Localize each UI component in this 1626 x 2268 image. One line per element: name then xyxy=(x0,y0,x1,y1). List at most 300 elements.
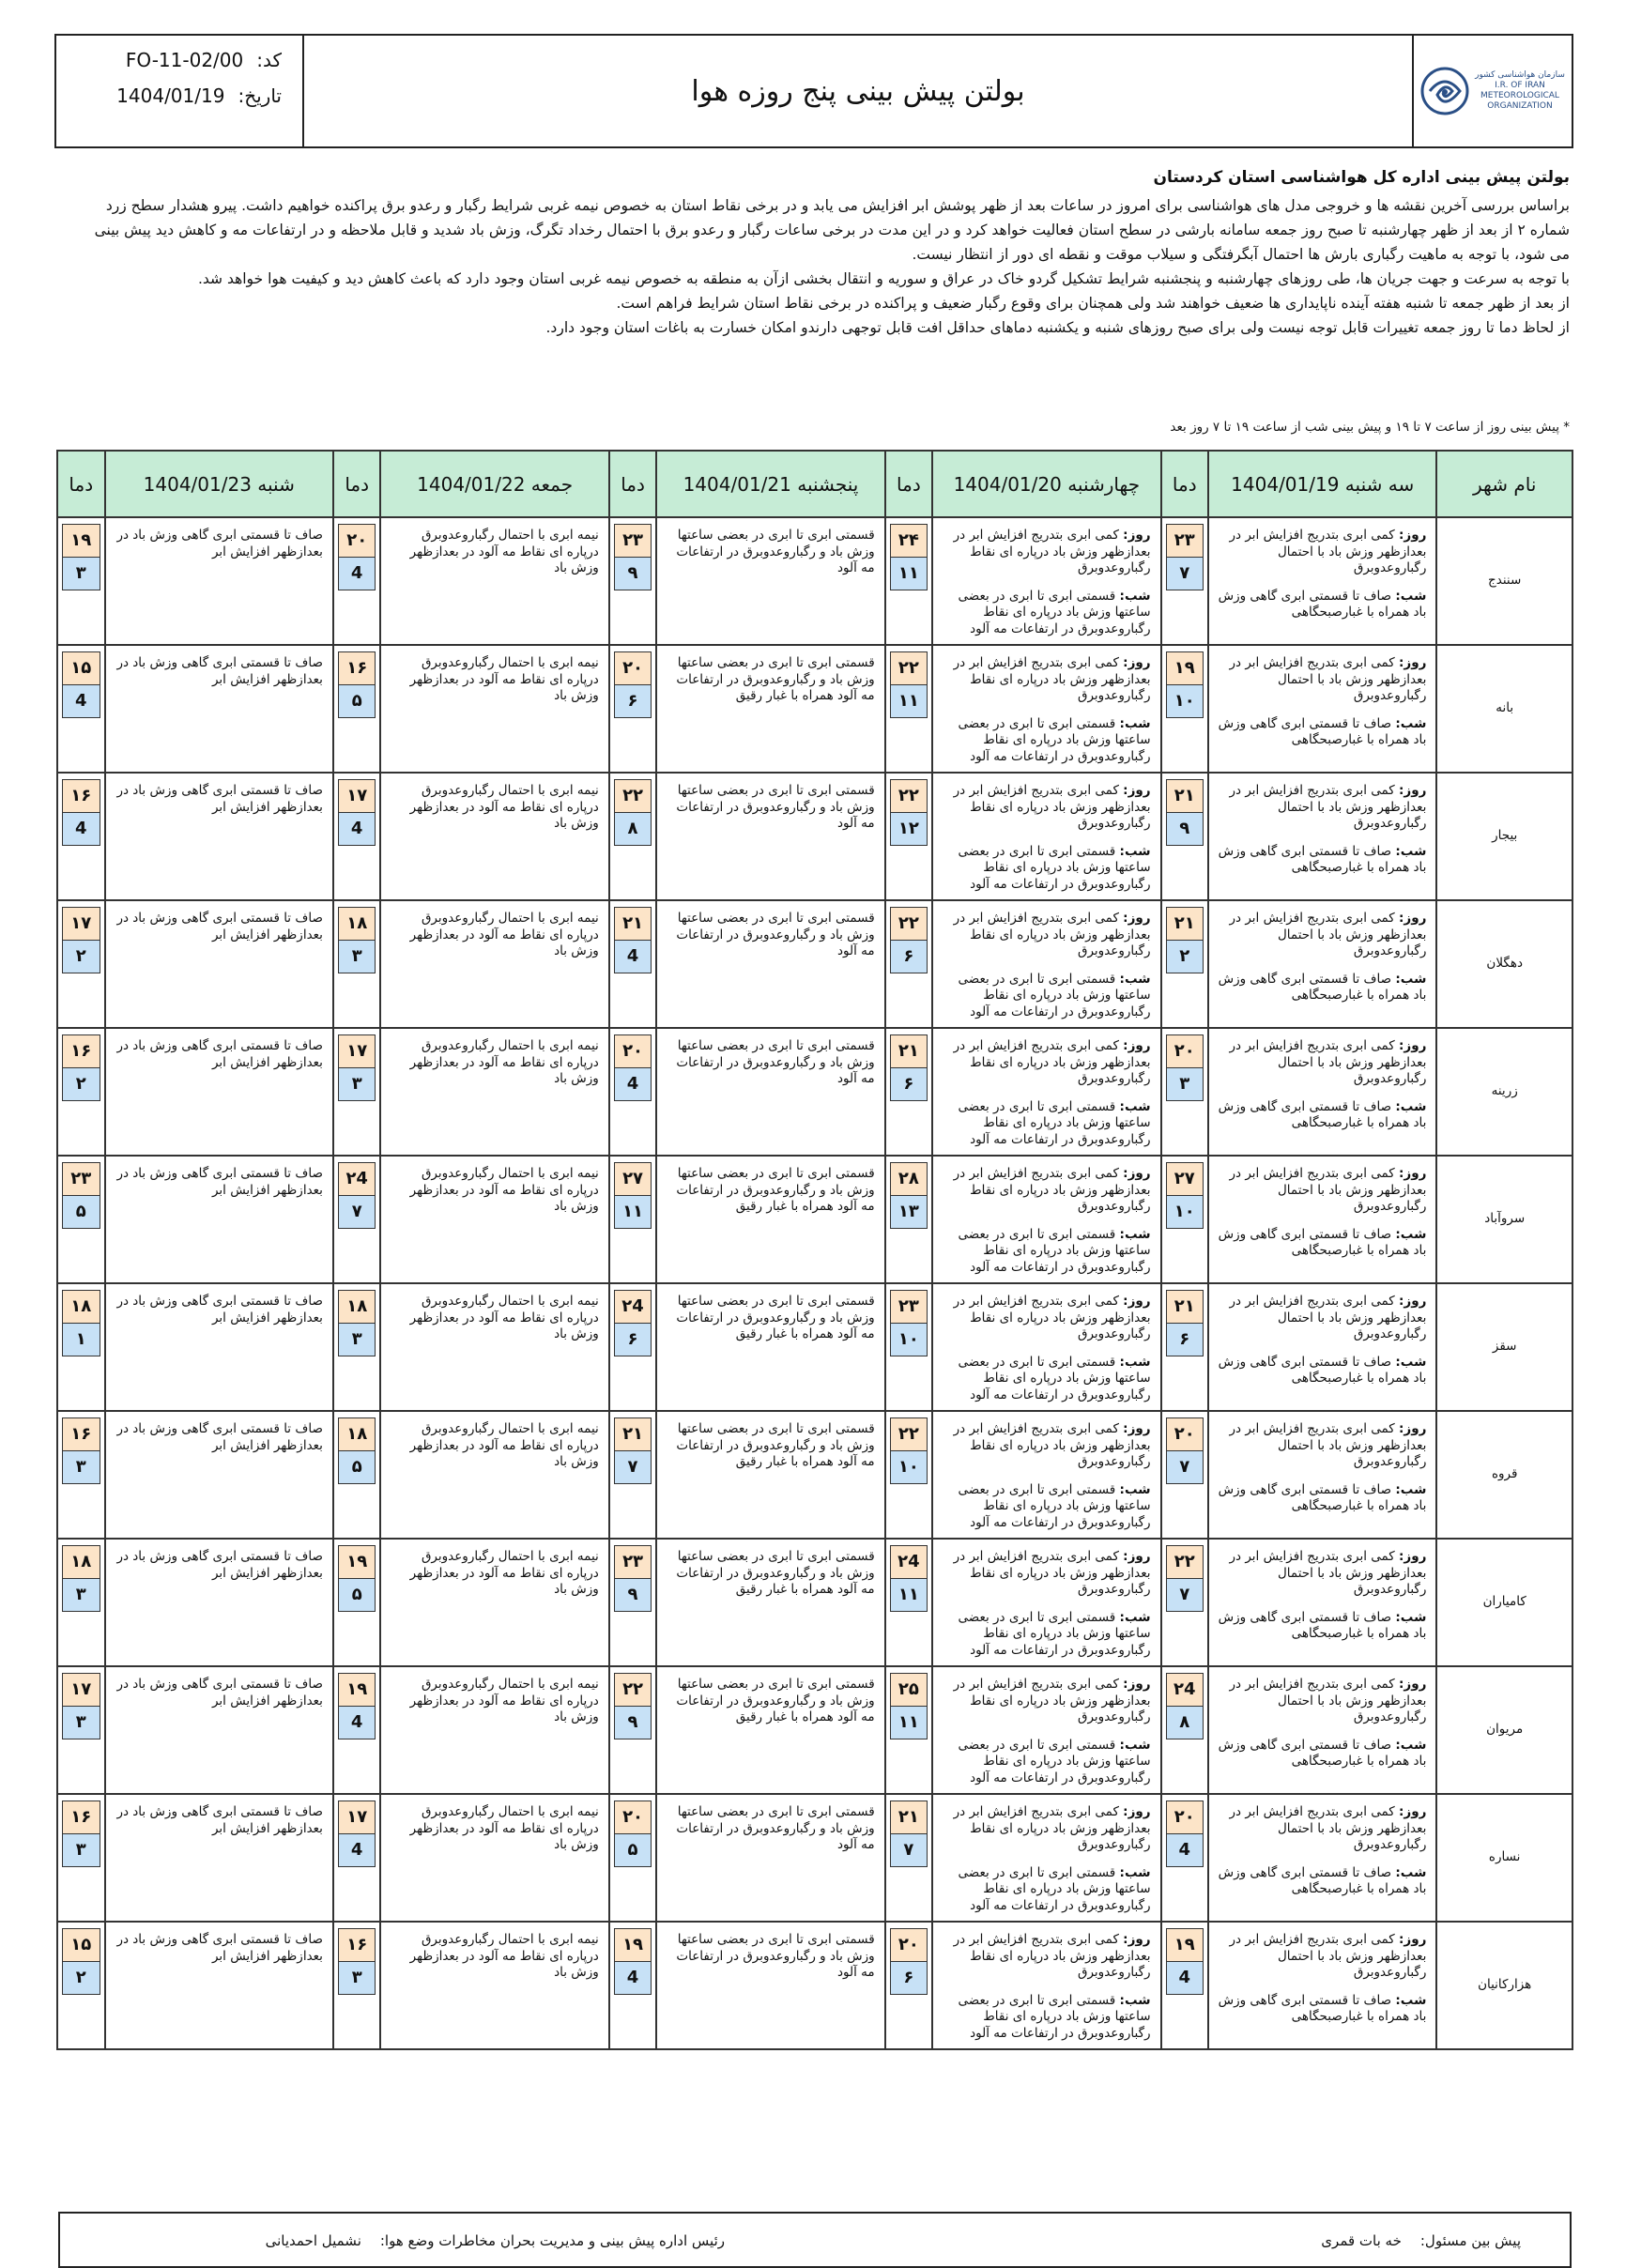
day5-temp xyxy=(57,773,105,900)
forecast-text: نیمه ابری با احتمال رگباروعدوبرق درپاره ای نقاط مه آلود در بعدازظهر وزش باد xyxy=(409,911,599,958)
night-label: شب: xyxy=(1119,1864,1151,1880)
day1-forecast xyxy=(1208,1922,1436,2049)
day2-temp xyxy=(885,1283,933,1411)
day-forecast-text: کمی ابری بتدریج افزایش ابر در بعدازظهر وزش باد با احتمال رگباروعدوبرق xyxy=(1229,528,1427,575)
day-forecast xyxy=(1215,1166,1426,1216)
city-name: قروه xyxy=(1436,1411,1572,1539)
table-row xyxy=(57,1156,1572,1283)
day3-temp xyxy=(609,773,657,900)
night-forecast xyxy=(939,844,1150,894)
day5-temp xyxy=(57,1539,105,1666)
max-temp: ۲۰ xyxy=(1166,1801,1204,1834)
day-label: روز: xyxy=(1123,1677,1151,1692)
day1-temp xyxy=(1161,773,1209,900)
day3-forecast xyxy=(656,1156,884,1283)
max-temp: ۲۰ xyxy=(1166,1034,1204,1068)
night-forecast xyxy=(939,1482,1150,1532)
day4-forecast xyxy=(380,1922,608,2049)
day-label: روز: xyxy=(1399,1421,1427,1436)
day4-temp xyxy=(333,645,381,773)
min-temp: 4 xyxy=(338,1834,376,1867)
day1-forecast xyxy=(1208,1411,1436,1539)
day5-temp xyxy=(57,900,105,1028)
forecast-text: نیمه ابری با احتمال رگباروعدوبرق درپاره ای نقاط مه آلود در بعدازظهر وزش باد xyxy=(409,1549,599,1597)
forecast-text: نیمه ابری با احتمال رگباروعدوبرق درپاره ای نقاط مه آلود در بعدازظهر وزش باد xyxy=(409,528,599,575)
day-forecast-text: کمی ابری بتدریج افزایش ابر در بعدازظهر وزش باد با احتمال رگباروعدوبرق xyxy=(1229,783,1427,831)
forecast-text: قسمتی ابری تا ابری در بعضی ساعتها وزش باد و رگباروعدوبرق در ارتفاعات مه آلود همراه با غبار رقیق xyxy=(676,1549,875,1597)
night-forecast xyxy=(1215,1610,1426,1643)
table-row xyxy=(57,1666,1572,1794)
day4-temp xyxy=(333,1666,381,1794)
day5-temp xyxy=(57,1794,105,1922)
forecast-text: قسمتی ابری تا ابری در بعضی ساعتها وزش باد و رگباروعدوبرق در ارتفاعات مه آلود xyxy=(676,1804,875,1852)
min-temp: ۵ xyxy=(338,1579,376,1612)
min-temp: 4 xyxy=(338,1707,376,1739)
min-temp: ۹ xyxy=(614,1707,652,1739)
night-forecast-text: صاف تا قسمتی ابری گاهی وزش باد همراه با غبارصبحگاهی xyxy=(1218,1992,1427,2024)
day-forecast xyxy=(939,1932,1150,1982)
forecast-text: صاف تا قسمتی ابری گاهی وزش باد در بعدازظهر افزایش ابر xyxy=(116,1932,323,1964)
max-temp: ۲۱ xyxy=(890,1801,928,1834)
logo-text-en1: I.R. OF IRAN xyxy=(1495,81,1545,90)
night-forecast-text: صاف تا قسمتی ابری گاهی وزش باد همراه با غبارصبحگاهی xyxy=(1218,1354,1427,1386)
max-temp: ۲۳ xyxy=(890,1290,928,1324)
day3-forecast xyxy=(656,1028,884,1156)
day1-forecast xyxy=(1208,1539,1436,1666)
min-temp: ۳ xyxy=(62,1579,100,1612)
min-temp: ۷ xyxy=(1166,558,1204,590)
forecast-table-body xyxy=(57,517,1572,2049)
max-temp: ۱۶ xyxy=(62,779,100,813)
day-label: روز: xyxy=(1123,1166,1151,1181)
max-temp: ۱۸ xyxy=(338,1418,376,1451)
min-temp: ۲ xyxy=(62,941,100,973)
night-forecast xyxy=(1215,1993,1426,2026)
min-temp: 4 xyxy=(614,1068,652,1101)
max-temp: ۲۴ xyxy=(890,524,928,558)
night-forecast-text: صاف تا قسمتی ابری گاهی وزش باد همراه با غبارصبحگاهی xyxy=(1218,1226,1427,1258)
day2-temp xyxy=(885,1666,933,1794)
min-temp: ۸ xyxy=(1166,1707,1204,1739)
day-forecast-text: کمی ابری بتدریج افزایش ابر در بعدازظهر وزش باد با احتمال رگباروعدوبرق xyxy=(1229,1932,1427,1980)
day5-temp xyxy=(57,1156,105,1283)
day-label: روز: xyxy=(1399,911,1427,926)
max-temp: ۲۳ xyxy=(614,1545,652,1579)
max-temp: ۱۷ xyxy=(338,779,376,813)
day-forecast-text: کمی ابری بتدریج افزایش ابر در بعدازظهر وزش باد درپاره ای نقاط رگباروعدوبرق xyxy=(953,783,1151,831)
night-forecast xyxy=(939,1227,1150,1277)
day1-forecast xyxy=(1208,773,1436,900)
max-temp: ۱۷ xyxy=(338,1801,376,1834)
night-forecast xyxy=(939,1738,1150,1787)
day-label: روز: xyxy=(1399,1294,1427,1309)
forecaster-label: پیش بین مسئول: xyxy=(1419,2232,1521,2249)
city-name: زرینه xyxy=(1436,1028,1572,1156)
day-forecast-text: کمی ابری بتدریج افزایش ابر در بعدازظهر وزش باد درپاره ای نقاط رگباروعدوبرق xyxy=(953,1549,1151,1597)
forecast-text: قسمتی ابری تا ابری در بعضی ساعتها وزش باد و رگباروعدوبرق در ارتفاعات مه آلود همراه با غبار رقیق xyxy=(676,1421,875,1469)
night-label: شب: xyxy=(1395,971,1427,987)
forecast-text: صاف تا قسمتی ابری گاهی وزش باد در بعدازظهر افزایش ابر xyxy=(116,528,323,559)
max-temp: ۱۷ xyxy=(62,907,100,941)
city-name: مریوان xyxy=(1436,1666,1572,1794)
footer xyxy=(58,2212,1572,2268)
day3-forecast xyxy=(656,1411,884,1539)
max-temp: ۲۰ xyxy=(1166,1418,1204,1451)
night-label: شب: xyxy=(1119,1992,1151,2008)
col-header-day3: پنجشنبه 1404/01/21 xyxy=(656,451,884,517)
day-forecast xyxy=(1215,1038,1426,1088)
table-row xyxy=(57,1922,1572,2049)
forecast-text: نیمه ابری با احتمال رگباروعدوبرق درپاره ای نقاط مه آلود در بعدازظهر وزش باد xyxy=(409,1038,599,1086)
day4-forecast xyxy=(380,1539,608,1666)
table-row xyxy=(57,900,1572,1028)
night-label: شب: xyxy=(1119,971,1151,987)
day2-temp xyxy=(885,1028,933,1156)
code-box xyxy=(56,36,304,146)
day-label: روز: xyxy=(1123,1932,1151,1947)
min-temp: 4 xyxy=(338,813,376,846)
day3-temp xyxy=(609,1539,657,1666)
night-label: شب: xyxy=(1119,715,1151,731)
day4-temp xyxy=(333,1922,381,2049)
night-label: شب: xyxy=(1119,843,1151,859)
day-label: روز: xyxy=(1123,911,1151,926)
day-forecast xyxy=(939,1549,1150,1599)
night-label: شب: xyxy=(1395,588,1427,604)
day5-forecast xyxy=(105,1794,333,1922)
day-forecast xyxy=(1215,1421,1426,1471)
max-temp: ۲۱ xyxy=(614,1418,652,1451)
max-temp: ۲۰ xyxy=(614,651,652,685)
night-forecast xyxy=(1215,1355,1426,1387)
day3-forecast xyxy=(656,645,884,773)
min-temp: ۶ xyxy=(1166,1324,1204,1356)
day5-forecast xyxy=(105,1539,333,1666)
night-forecast-text: صاف تا قسمتی ابری گاهی وزش باد همراه با غبارصبحگاهی xyxy=(1218,1609,1427,1641)
day1-temp xyxy=(1161,1283,1209,1411)
day2-temp xyxy=(885,517,933,645)
forecast-text: قسمتی ابری تا ابری در بعضی ساعتها وزش باد و رگباروعدوبرق در ارتفاعات مه آلود همراه با غبار رقیق xyxy=(676,1166,875,1214)
day2-forecast xyxy=(932,1028,1160,1156)
min-temp: ۳ xyxy=(62,1707,100,1739)
max-temp: ۲4 xyxy=(338,1162,376,1196)
day-forecast xyxy=(1215,1549,1426,1599)
day-forecast xyxy=(939,911,1150,960)
min-temp: ۳ xyxy=(62,1834,100,1867)
max-temp: ۱۹ xyxy=(338,1545,376,1579)
logo xyxy=(1412,36,1572,146)
day2-forecast xyxy=(932,517,1160,645)
day-forecast-text: کمی ابری بتدریج افزایش ابر در بعدازظهر وزش باد درپاره ای نقاط رگباروعدوبرق xyxy=(953,528,1151,575)
day-forecast xyxy=(1215,1804,1426,1854)
table-row xyxy=(57,1028,1572,1156)
day4-temp xyxy=(333,1156,381,1283)
day1-forecast xyxy=(1208,1666,1436,1794)
forecast-text: صاف تا قسمتی ابری گاهی وزش باد در بعدازظهر افزایش ابر xyxy=(116,1804,323,1836)
day-label: روز: xyxy=(1399,1804,1427,1819)
day5-temp xyxy=(57,1666,105,1794)
day-label: روز: xyxy=(1399,1932,1427,1947)
night-forecast xyxy=(1215,844,1426,877)
min-temp: ۶ xyxy=(614,1324,652,1356)
day-label: روز: xyxy=(1399,655,1427,670)
night-forecast xyxy=(1215,589,1426,621)
day4-forecast xyxy=(380,1028,608,1156)
forecast-text: قسمتی ابری تا ابری در بعضی ساعتها وزش باد و رگباروعدوبرق در ارتفاعات مه آلود xyxy=(676,783,875,831)
day3-temp xyxy=(609,1666,657,1794)
night-forecast-text: قسمتی ابری تا ابری در بعضی ساعتها وزش باد درپاره ای نقاط رگباروعدوبرق در ارتفاعات مه آلود xyxy=(958,715,1151,764)
day4-temp xyxy=(333,773,381,900)
col-header-temp: دما xyxy=(57,451,105,517)
day3-temp xyxy=(609,1156,657,1283)
day-forecast-text: کمی ابری بتدریج افزایش ابر در بعدازظهر وزش باد با احتمال رگباروعدوبرق xyxy=(1229,655,1427,703)
min-temp: 4 xyxy=(614,1962,652,1995)
day2-forecast xyxy=(932,1922,1160,2049)
max-temp: ۱۶ xyxy=(62,1034,100,1068)
min-temp: ۷ xyxy=(890,1834,928,1867)
day2-temp xyxy=(885,1411,933,1539)
day5-forecast xyxy=(105,1028,333,1156)
max-temp: ۱۹ xyxy=(62,524,100,558)
day-label: روز: xyxy=(1399,528,1427,543)
max-temp: ۲۷ xyxy=(614,1162,652,1196)
day5-forecast xyxy=(105,1283,333,1411)
day-forecast-text: کمی ابری بتدریج افزایش ابر در بعدازظهر وزش باد با احتمال رگباروعدوبرق xyxy=(1229,1549,1427,1597)
table-row xyxy=(57,1283,1572,1411)
min-temp: ۱۲ xyxy=(890,813,928,846)
night-label: شب: xyxy=(1395,1609,1427,1625)
day-label: روز: xyxy=(1123,783,1151,798)
forecast-text: صاف تا قسمتی ابری گاهی وزش باد در بعدازظهر افزایش ابر xyxy=(116,1294,323,1326)
day4-temp xyxy=(333,1539,381,1666)
night-forecast xyxy=(939,1610,1150,1660)
city-name: دهگلان xyxy=(1436,900,1572,1028)
day-forecast xyxy=(1215,783,1426,833)
table-row xyxy=(57,1539,1572,1666)
day4-temp xyxy=(333,1794,381,1922)
forecast-text: نیمه ابری با احتمال رگباروعدوبرق درپاره ای نقاط مه آلود در بعدازظهر وزش باد xyxy=(409,1804,599,1852)
day5-forecast xyxy=(105,1411,333,1539)
intro-paragraph: از لحاظ دما تا روز جمعه تغییرات قابل توجه نیست ولی برای صبح روزهای شنبه و یکشنبه دماهای حداقل افت قابل توجهی دارندو امکان خسارت به باغات استان وجود دارد. xyxy=(545,319,1570,336)
day1-temp xyxy=(1161,1156,1209,1283)
city-name: کامیاران xyxy=(1436,1539,1572,1666)
city-name: سنندج xyxy=(1436,517,1572,645)
max-temp: ۱۸ xyxy=(338,1290,376,1324)
day3-forecast xyxy=(656,1922,884,2049)
table-row xyxy=(57,773,1572,900)
forecast-text: نیمه ابری با احتمال رگباروعدوبرق درپاره ای نقاط مه آلود در بعدازظهر وزش باد xyxy=(409,783,599,831)
day-forecast-text: کمی ابری بتدریج افزایش ابر در بعدازظهر وزش باد درپاره ای نقاط رگباروعدوبرق xyxy=(953,1804,1151,1852)
night-label: شب: xyxy=(1395,1481,1427,1497)
max-temp: ۱۵ xyxy=(62,1928,100,1962)
day-forecast xyxy=(1215,1294,1426,1343)
min-temp: ۹ xyxy=(1166,813,1204,846)
day3-temp xyxy=(609,1794,657,1922)
day4-temp xyxy=(333,900,381,1028)
day1-forecast xyxy=(1208,1028,1436,1156)
night-forecast-text: صاف تا قسمتی ابری گاهی وزش باد همراه با غبارصبحگاهی xyxy=(1218,1737,1427,1769)
min-temp: 4 xyxy=(1166,1962,1204,1995)
night-label: شب: xyxy=(1119,1737,1151,1753)
logo-text-en3: ORGANIZATION xyxy=(1487,101,1553,111)
forecast-text: صاف تا قسمتی ابری گاهی وزش باد در بعدازظهر افزایش ابر xyxy=(116,1549,323,1581)
forecast-text: نیمه ابری با احتمال رگباروعدوبرق درپاره ای نقاط مه آلود در بعدازظهر وزش باد xyxy=(409,1421,599,1469)
night-forecast xyxy=(1215,972,1426,1004)
day-forecast xyxy=(1215,1677,1426,1726)
forecast-text: صاف تا قسمتی ابری گاهی وزش باد در بعدازظهر افزایش ابر xyxy=(116,655,323,687)
forecast-text: صاف تا قسمتی ابری گاهی وزش باد در بعدازظهر افزایش ابر xyxy=(116,911,323,942)
night-forecast-text: قسمتی ابری تا ابری در بعضی ساعتها وزش باد درپاره ای نقاط رگباروعدوبرق در ارتفاعات مه آلود xyxy=(958,1098,1151,1147)
day3-forecast xyxy=(656,517,884,645)
day3-temp xyxy=(609,1283,657,1411)
max-temp: ۱۹ xyxy=(1166,1928,1204,1962)
min-temp: ۱۱ xyxy=(890,1579,928,1612)
col-header-day2: چهارشنبه 1404/01/20 xyxy=(932,451,1160,517)
day-label: روز: xyxy=(1399,1549,1427,1564)
forecast-text: نیمه ابری با احتمال رگباروعدوبرق درپاره ای نقاط مه آلود در بعدازظهر وزش باد xyxy=(409,1294,599,1341)
min-temp: ۱۱ xyxy=(890,1707,928,1739)
max-temp: ۲۱ xyxy=(1166,907,1204,941)
forecaster-name: خه بات قمری xyxy=(1321,2232,1402,2249)
day1-temp xyxy=(1161,645,1209,773)
table-header-row xyxy=(57,451,1572,517)
min-temp: ۷ xyxy=(1166,1451,1204,1484)
day2-temp xyxy=(885,1794,933,1922)
forecast-text: نیمه ابری با احتمال رگباروعدوبرق درپاره ای نقاط مه آلود در بعدازظهر وزش باد xyxy=(409,655,599,703)
day5-forecast xyxy=(105,517,333,645)
forecast-text: قسمتی ابری تا ابری در بعضی ساعتها وزش باد و رگباروعدوبرق در ارتفاعات مه آلود xyxy=(676,528,875,575)
col-header-temp: دما xyxy=(885,451,933,517)
forecast-text: قسمتی ابری تا ابری در بعضی ساعتها وزش باد و رگباروعدوبرق در ارتفاعات مه آلود xyxy=(676,1932,875,1980)
day-forecast xyxy=(939,1804,1150,1854)
night-label: شب: xyxy=(1395,1992,1427,2008)
night-label: شب: xyxy=(1119,1481,1151,1497)
max-temp: ۲۱ xyxy=(1166,779,1204,813)
night-forecast xyxy=(1215,1227,1426,1260)
day1-temp xyxy=(1161,1794,1209,1922)
night-forecast-text: صاف تا قسمتی ابری گاهی وزش باد همراه با غبارصبحگاهی xyxy=(1218,715,1427,747)
max-temp: ۲۲ xyxy=(890,907,928,941)
max-temp: ۱۶ xyxy=(338,1928,376,1962)
day1-temp xyxy=(1161,1666,1209,1794)
day-label: روز: xyxy=(1399,1038,1427,1053)
day-forecast-text: کمی ابری بتدریج افزایش ابر در بعدازظهر وزش باد با احتمال رگباروعدوبرق xyxy=(1229,911,1427,958)
forecast-text: نیمه ابری با احتمال رگباروعدوبرق درپاره ای نقاط مه آلود در بعدازظهر وزش باد xyxy=(409,1932,599,1980)
min-temp: ۲ xyxy=(1166,941,1204,973)
day2-forecast xyxy=(932,1283,1160,1411)
day2-forecast xyxy=(932,1156,1160,1283)
day3-forecast xyxy=(656,773,884,900)
night-forecast-text: قسمتی ابری تا ابری در بعضی ساعتها وزش باد درپاره ای نقاط رگباروعدوبرق در ارتفاعات مه آلود xyxy=(958,1481,1151,1530)
intro-section xyxy=(89,165,1570,340)
day-forecast xyxy=(939,783,1150,833)
night-forecast-text: قسمتی ابری تا ابری در بعضی ساعتها وزش باد درپاره ای نقاط رگباروعدوبرق در ارتفاعات مه آلود xyxy=(958,1609,1151,1658)
day-label: روز: xyxy=(1123,1421,1151,1436)
city-name: بیجار xyxy=(1436,773,1572,900)
day-label: روز: xyxy=(1399,783,1427,798)
page-title: بولتن پیش بینی پنج روزه هوا xyxy=(691,74,1025,108)
day5-forecast xyxy=(105,773,333,900)
header xyxy=(54,34,1573,148)
night-forecast-text: صاف تا قسمتی ابری گاهی وزش باد همراه با غبارصبحگاهی xyxy=(1218,1481,1427,1513)
min-temp: ۵ xyxy=(338,685,376,718)
max-temp: ۱۸ xyxy=(62,1290,100,1324)
day-forecast-text: کمی ابری بتدریج افزایش ابر در بعدازظهر وزش باد با احتمال رگباروعدوبرق xyxy=(1229,1804,1427,1852)
date-value: 1404/01/19 xyxy=(116,84,225,107)
max-temp: ۲۳ xyxy=(614,524,652,558)
night-forecast xyxy=(1215,1738,1426,1770)
day3-temp xyxy=(609,517,657,645)
min-temp: ۳ xyxy=(338,1962,376,1995)
min-temp: ۲ xyxy=(62,1962,100,1995)
day4-forecast xyxy=(380,517,608,645)
min-temp: ۸ xyxy=(614,813,652,846)
day-forecast xyxy=(1215,911,1426,960)
night-forecast-text: صاف تا قسمتی ابری گاهی وزش باد همراه با غبارصبحگاهی xyxy=(1218,588,1427,620)
forecast-text: قسمتی ابری تا ابری در بعضی ساعتها وزش باد و رگباروعدوبرق در ارتفاعات مه آلود همراه با غبار رقیق xyxy=(676,1677,875,1724)
min-temp: ۹ xyxy=(614,1579,652,1612)
day1-forecast xyxy=(1208,645,1436,773)
min-temp: ۶ xyxy=(890,941,928,973)
day-label: روز: xyxy=(1123,528,1151,543)
day-forecast-text: کمی ابری بتدریج افزایش ابر در بعدازظهر وزش باد درپاره ای نقاط رگباروعدوبرق xyxy=(953,1294,1151,1341)
day4-forecast xyxy=(380,1283,608,1411)
meteorological-organization-logo-icon xyxy=(1420,67,1469,115)
col-header-day1: سه شنبه 1404/01/19 xyxy=(1208,451,1436,517)
day3-temp xyxy=(609,1922,657,2049)
day2-temp xyxy=(885,773,933,900)
night-forecast xyxy=(1215,716,1426,749)
col-header-temp: دما xyxy=(333,451,381,517)
max-temp: ۲۲ xyxy=(890,1418,928,1451)
night-label: شب: xyxy=(1395,1226,1427,1242)
night-label: شب: xyxy=(1119,588,1151,604)
night-forecast xyxy=(939,1993,1150,2043)
min-temp: ۱ xyxy=(62,1324,100,1356)
min-temp: ۱۰ xyxy=(1166,685,1204,718)
logo-text xyxy=(1475,70,1565,112)
max-temp: ۲۰ xyxy=(338,524,376,558)
day2-forecast xyxy=(932,645,1160,773)
col-header-city: نام شهر xyxy=(1436,451,1572,517)
day-forecast-text: کمی ابری بتدریج افزایش ابر در بعدازظهر وزش باد درپاره ای نقاط رگباروعدوبرق xyxy=(953,655,1151,703)
day4-temp xyxy=(333,1283,381,1411)
day4-temp xyxy=(333,1411,381,1539)
min-temp: ۷ xyxy=(1166,1579,1204,1612)
day-label: روز: xyxy=(1123,1294,1151,1309)
night-forecast xyxy=(939,1099,1150,1149)
intro-paragraph: براساس بررسی آخرین نقشه ها و خروجی مدل های هواشناسی برای امروز در ساعات بعد از ظهر پوشش ابر افزایش می یابد و در برخی نقاط استان به خصوص نیمه غربی شرایط رگبار و رعدو برق پراکنده خواهیم داشت. پیرو هشدار سطح زرد شماره ۲ از بعد از ظهر چهارشنبه تا صبح روز جمعه سامانه بارشی در سطح استان فعالیت خواهد کرد و در این مدت در برخی ساعات رگبار و رعدو برق با احتمال رخداد تگرگ، وزش باد شدید و قابل ملاحظه و در ارتفاعات مه و کاهش دید پیش بینی می شود، با توجه به ماهیت رگباری بارش ها احتمال آبگرفتگی و سیلاب موقت و نقطه ای دور از انتظار نیست. xyxy=(94,197,1570,263)
night-label: شب: xyxy=(1119,1098,1151,1114)
day4-forecast xyxy=(380,1411,608,1539)
max-temp: ۱۹ xyxy=(1166,651,1204,685)
night-forecast-text: قسمتی ابری تا ابری در بعضی ساعتها وزش باد درپاره ای نقاط رگباروعدوبرق در ارتفاعات مه آلود xyxy=(958,843,1151,892)
night-forecast xyxy=(1215,1865,1426,1898)
max-temp: ۲۸ xyxy=(890,1162,928,1196)
forecast-text: قسمتی ابری تا ابری در بعضی ساعتها وزش باد و رگباروعدوبرق در ارتفاعات مه آلود همراه با غبار رقیق xyxy=(676,1294,875,1341)
max-temp: ۱۷ xyxy=(338,1034,376,1068)
day4-temp xyxy=(333,1028,381,1156)
min-temp: ۳ xyxy=(62,558,100,590)
day2-temp xyxy=(885,1922,933,2049)
day-forecast-text: کمی ابری بتدریج افزایش ابر در بعدازظهر وزش باد با احتمال رگباروعدوبرق xyxy=(1229,1677,1427,1724)
min-temp: ۱۱ xyxy=(890,685,928,718)
max-temp: ۲۲ xyxy=(614,1673,652,1707)
min-temp: ۱۰ xyxy=(1166,1196,1204,1229)
max-temp: ۲۲ xyxy=(890,651,928,685)
forecast-text: نیمه ابری با احتمال رگباروعدوبرق درپاره ای نقاط مه آلود در بعدازظهر وزش باد xyxy=(409,1166,599,1214)
code-label: کد: xyxy=(256,49,282,71)
